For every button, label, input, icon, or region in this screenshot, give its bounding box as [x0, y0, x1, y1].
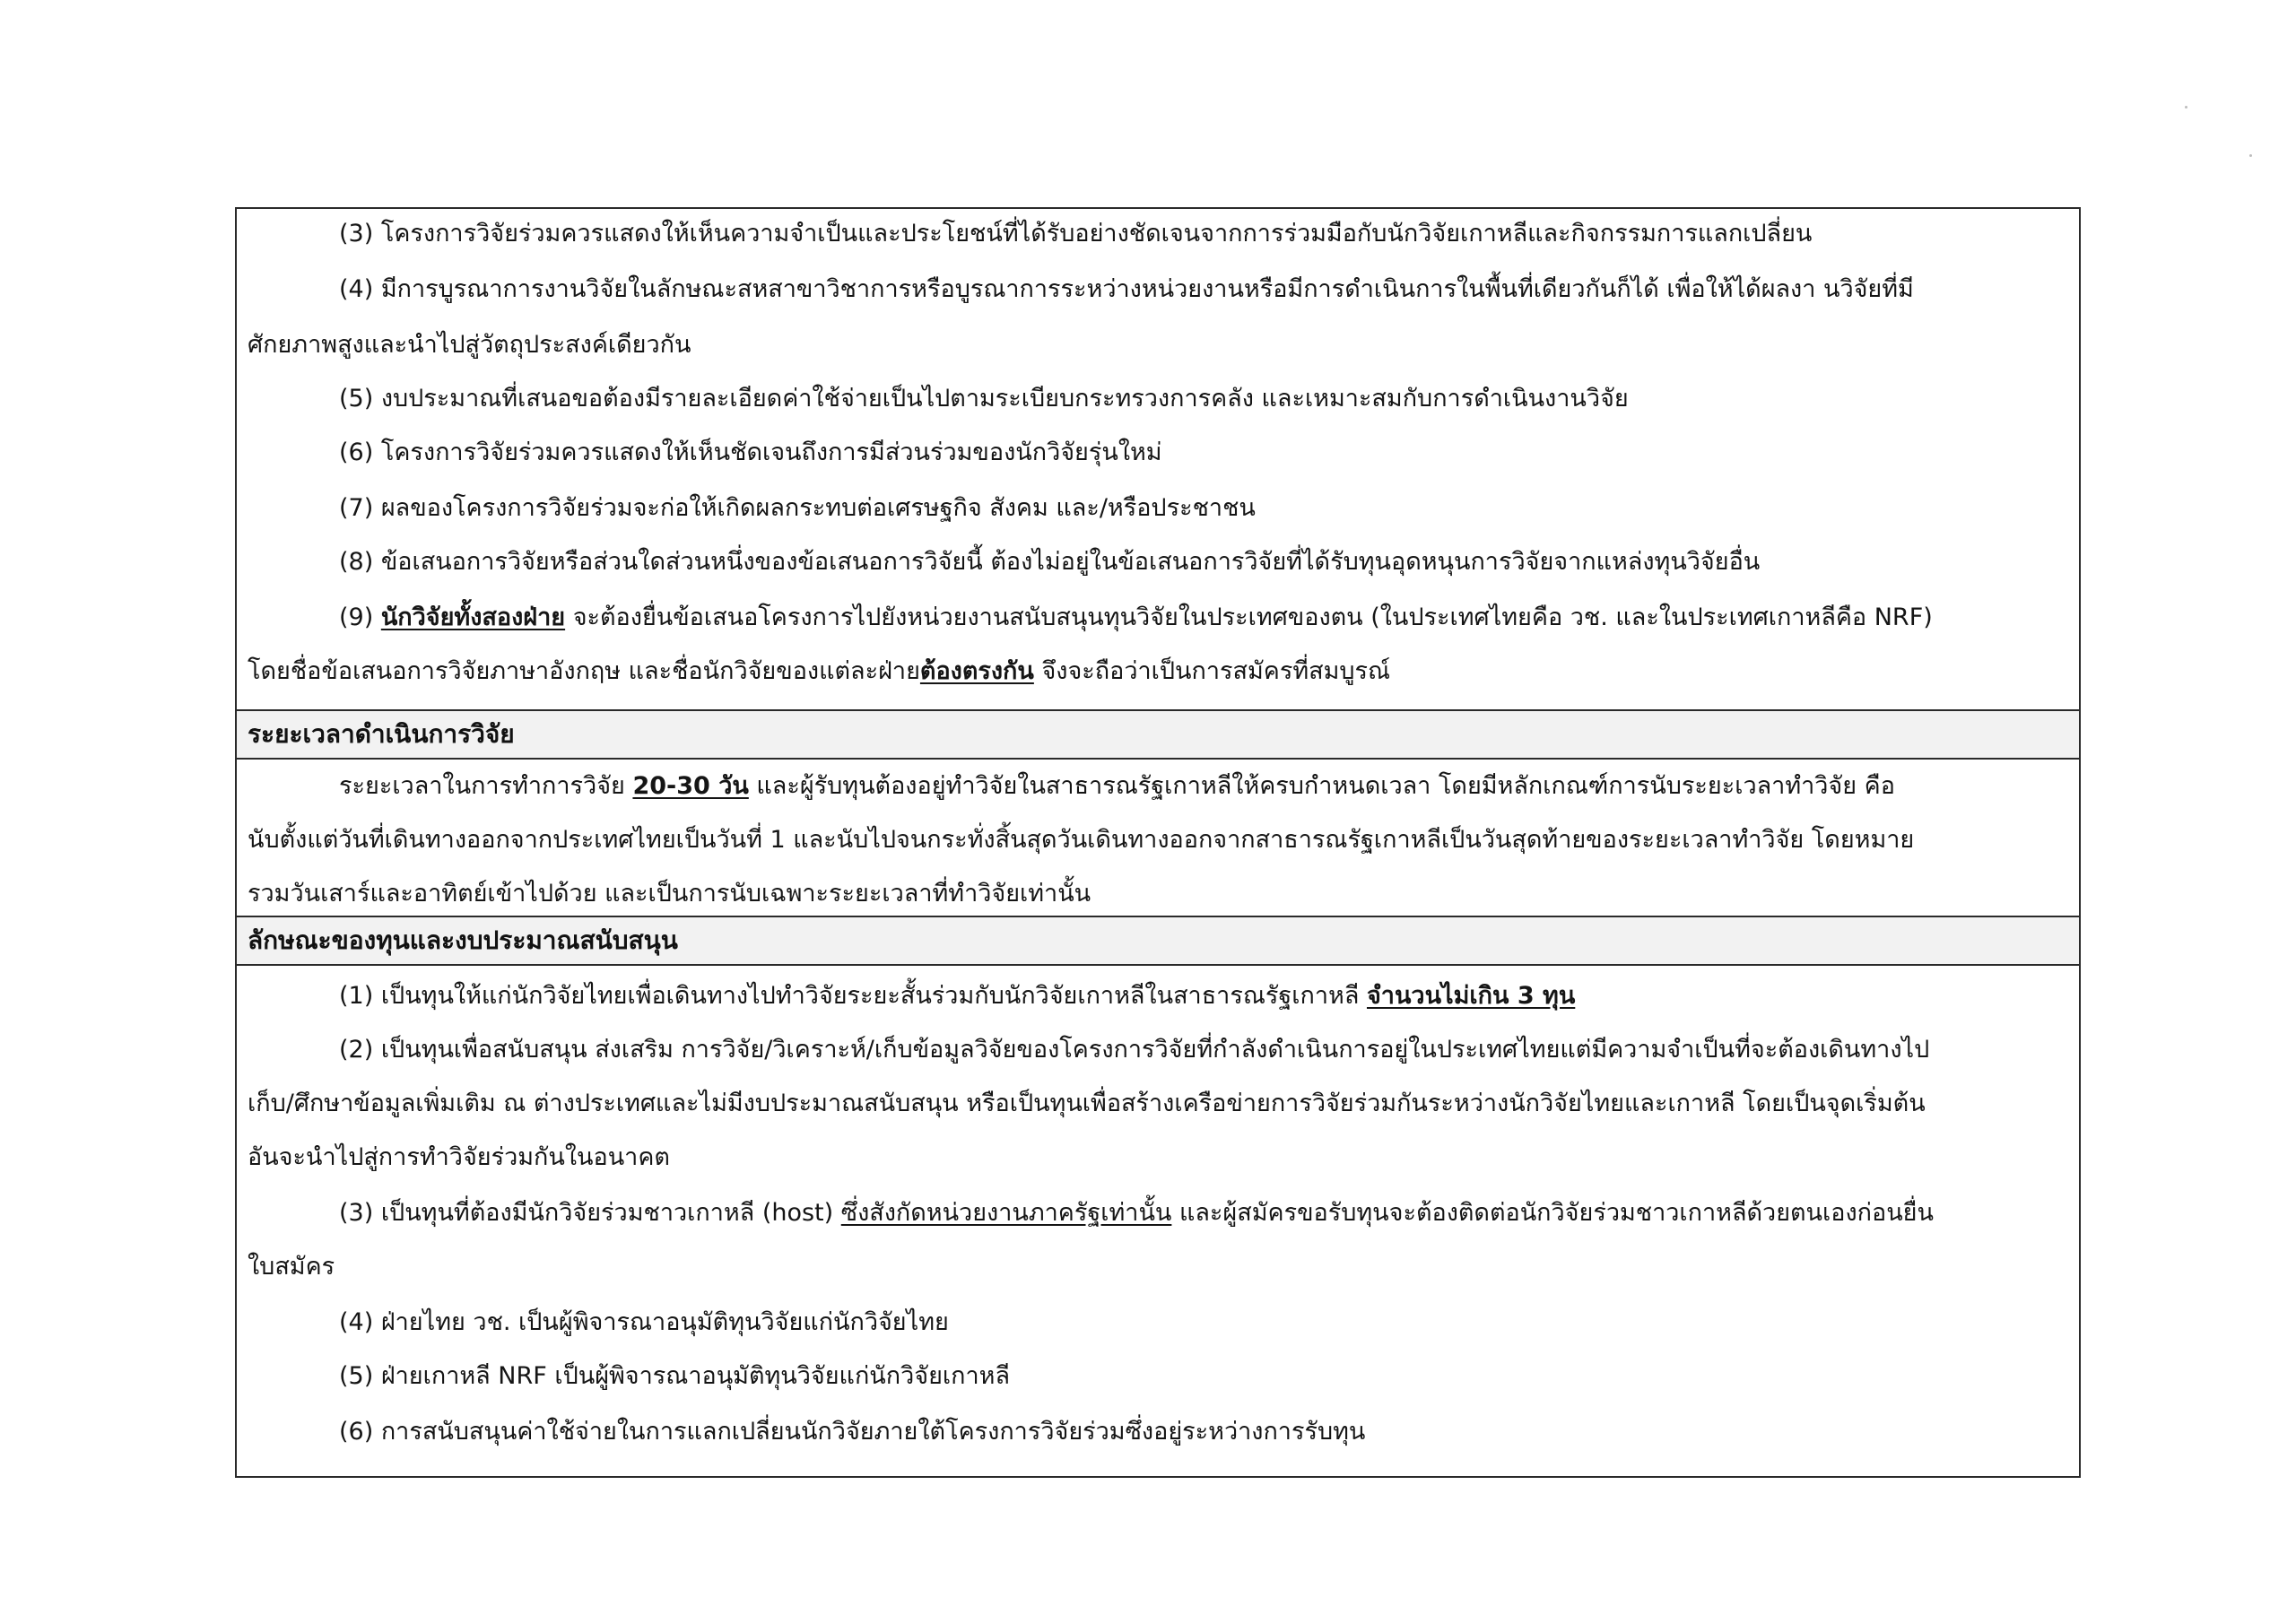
grant-item-3: [339, 1201, 1934, 1225]
criteria-item-4: (4) มีการบูรณาการงานวิจัยในลักษณะสหสาขาวิชาการหรือบูรณาการระหว่างหน่วยงานหรือมีการดำเนินการในพื้นที่เดียวกันก็ได้ เพื่อให้ได้ผลงา นวิจัยที่มี: [339, 275, 1914, 303]
criteria-item-4-continued: ศักยภาพสูงและนำไปสู่วัตถุประสงค์เดียวกัน: [248, 331, 691, 359]
grant-item-4: (4) ฝ่ายไทย วช. เป็นผู้พิจารณาอนุมัติทุนวิจัยแก่นักวิจัยไทย: [339, 1308, 949, 1336]
duration-line-1-a: ระยะเวลาในการทำการวิจัย: [339, 772, 633, 800]
criteria-item-5: (5) งบประมาณที่เสนอขอต้องมีรายละเอียดค่าใช้จ่ายเป็นไปตามระเบียบกระทรวงการคลัง และเหมาะสมกับการดำเนินงานวิจัย: [339, 385, 1629, 413]
duration-line-1-b: และผู้รับทุนต้องอยู่ทำวิจัยในสาธารณรัฐเกาหลีให้ครบกำหนดเวลา โดยมีหลักเกณฑ์การนับระยะเวลาทำวิจัย คือ: [748, 772, 1895, 800]
criteria-table: [235, 207, 2081, 1478]
criteria-item-3: (3) โครงการวิจัยร่วมควรแสดงให้เห็นความจำเป็นและประโยชน์ที่ได้รับอย่างชัดเจนจากการร่วมมือกับนักวิจัยเกาหลีและกิจกรรมการแลกเปลี่ยน: [339, 220, 1813, 248]
criteria-item-6: (6) โครงการวิจัยร่วมควรแสดงให้เห็นชัดเจนถึงการมีส่วนร่วมของนักวิจัยรุ่นใหม่: [339, 439, 1162, 466]
duration-line-2: นับตั้งแต่วันที่เดินทางออกจากประเทศไทยเป็นวันที่ 1 และนับไปจนกระทั่งสิ้นสุดวันเดินทางออกจากสาธารณรัฐเกาหลีเป็นวันสุดท้ายของระยะเวลาทำวิจัย โดยหมาย: [248, 826, 1915, 854]
duration-line-1: [339, 774, 1895, 798]
criteria-item-8: (8) ข้อเสนอการวิจัยหรือส่วนใดส่วนหนึ่งของข้อเสนอการวิจัยนี้ ต้องไม่อยู่ในข้อเสนอการวิจัยที่ได้รับทุนอุดหนุนการวิจัยจากแหล่งทุนวิจัยอื่น: [339, 548, 1761, 576]
grant-item-2-continued-1: เก็บ/ศึกษาข้อมูลเพิ่มเติม ณ ต่างประเทศและไม่มีงบประมาณสนับสนุน หรือเป็นทุนเพื่อสร้างเครือข่ายการวิจัยร่วมกันระหว่างนักวิจัยไทยและเกาหลี โดยเป็นจุดเริ่มต้น: [248, 1090, 1926, 1117]
grant-item-1-text: (1) เป็นทุนให้แก่นักวิจัยไทยเพื่อเดินทางไปทำวิจัยระยะสั้นร่วมกับนักวิจัยเกาหลีในสาธารณรัฐเกาหลี: [339, 982, 1367, 1010]
criteria-section: [237, 209, 2079, 709]
duration-days-emphasis: 20-30 วัน: [632, 772, 749, 800]
scan-speck: [2249, 154, 2252, 157]
duration-line-3: รวมวันเสาร์และอาทิตย์เข้าไปด้วย และเป็นการนับเฉพาะระยะเวลาที่ทำวิจัยเท่านั้น: [248, 880, 1091, 908]
criteria-item-9: [339, 605, 1933, 630]
must-match-emphasis: ต้องตรงกัน: [919, 657, 1034, 685]
grant-item-3-continued: ใบสมัคร: [248, 1253, 335, 1281]
criteria-item-9-line2-a: โดยชื่อข้อเสนอการวิจัยภาษาอังกฤษ และชื่อนักวิจัยของแต่ละฝ่าย: [248, 657, 920, 685]
research-duration-title: ระยะเวลาดำเนินการวิจัย: [248, 719, 515, 749]
scan-speck: [2185, 106, 2187, 109]
research-duration-header: [237, 709, 2079, 760]
grant-item-3-b: และผู้สมัครขอรับทุนจะต้องติดต่อนักวิจัยร่วมชาวเกาหลีด้วยตนเองก่อนยื่น: [1171, 1199, 1934, 1227]
research-duration-section: [237, 760, 2079, 916]
criteria-item-9-line2-b: จึงจะถือว่าเป็นการสมัครที่สมบูรณ์: [1033, 657, 1391, 685]
grant-item-2: (2) เป็นทุนเพื่อสนับสนุน ส่งเสริม การวิจัย/วิเคราะห์/เก็บข้อมูลวิจัยของโครงการวิจัยที่กำลังดำเนินการอยู่ในประเทศไทยแต่มีความจำเป็นที่จะต้องเดินทางไป: [339, 1036, 1930, 1064]
grant-item-6: (6) การสนับสนุนค่าใช้จ่ายในการแลกเปลี่ยนนักวิจัยภายใต้โครงการวิจัยร่วมซึ่งอยู่ระหว่างการรับทุน: [339, 1418, 1366, 1446]
grant-item-5: (5) ฝ่ายเกาหลี NRF เป็นผู้พิจารณาอนุมัติทุนวิจัยแก่นักวิจัยเกาหลี: [339, 1362, 1010, 1390]
criteria-item-9-text: จะต้องยื่นข้อเสนอโครงการไปยังหน่วยงานสนับสนุนทุนวิจัยในประเทศของตน (ในประเทศไทยคือ วช. และในประเทศเกาหลีคือ NRF): [565, 604, 1933, 631]
criteria-item-7: (7) ผลของโครงการวิจัยร่วมจะก่อให้เกิดผลกระทบต่อเศรษฐกิจ สังคม และ/หรือประชาชน: [339, 494, 1256, 522]
grant-count-emphasis: จำนวนไม่เกิน 3 ทุน: [1366, 982, 1576, 1010]
criteria-item-9-continued: [248, 659, 1390, 683]
criteria-item-9-prefix: (9): [339, 604, 381, 631]
grant-budget-section: [237, 966, 2079, 1478]
grant-budget-header: [237, 916, 2079, 966]
grant-item-2-continued-2: อันจะนำไปสู่การทำวิจัยร่วมกันในอนาคต: [248, 1143, 670, 1171]
government-agency-emphasis: ซึ่งสังกัดหน่วยงานภาครัฐเท่านั้น: [840, 1199, 1172, 1227]
grant-item-3-a: (3) เป็นทุนที่ต้องมีนักวิจัยร่วมชาวเกาหลี (host): [339, 1199, 841, 1227]
grant-budget-title: ลักษณะของทุนและงบประมาณสนับสนุน: [248, 925, 678, 955]
grant-item-1: [339, 984, 1575, 1008]
both-researchers-emphasis: นักวิจัยทั้งสองฝ่าย: [380, 604, 566, 631]
